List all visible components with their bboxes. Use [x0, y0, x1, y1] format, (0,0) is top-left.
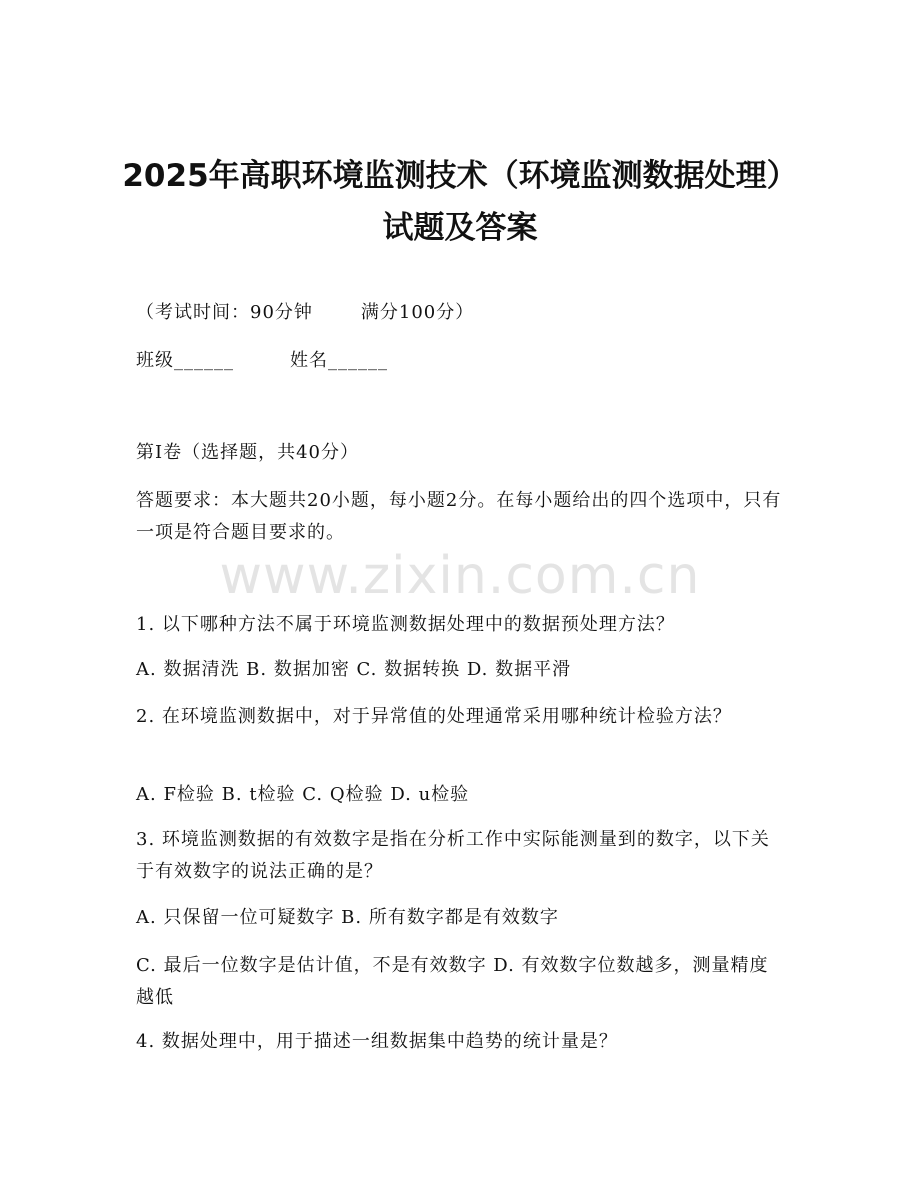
question-stem: 3. 环境监测数据的有效数字是指在分析工作中实际能测量到的数字，以下关于有效数字的说法正确的是？ — [136, 829, 770, 882]
question-options: A. F检验 B. t检验 C. Q检验 D. u检验 — [136, 784, 470, 805]
exam-info — [136, 297, 474, 329]
name-field: 姓名______ — [290, 350, 388, 371]
exam-time: （考试时间：90分钟 — [136, 302, 313, 323]
question-stem: 4. 数据处理中，用于描述一组数据集中趋势的统计量是？ — [136, 1031, 618, 1052]
exam-score: 满分100分） — [360, 302, 475, 323]
section-instructions: 答题要求：本大题共20小题，每小题2分。在每小题给出的四个选项中，只有一项是符合题目要求的。 — [136, 490, 782, 543]
document-title: 2025年高职环境监测技术（环境监测数据处理）试题及答案 — [122, 158, 798, 246]
section-heading: 第I卷（选择题，共40分） — [136, 442, 360, 463]
question-stem: 1. 以下哪种方法不属于环境监测数据处理中的数据预处理方法？ — [136, 614, 675, 635]
student-fields — [136, 345, 388, 377]
watermark: www.zixin.com.cn — [219, 546, 701, 606]
question-options: C. 最后一位数字是估计值，不是有效数字 D. 有效数字位数越多，测量精度越低 — [136, 955, 769, 1008]
question-stem: 2. 在环境监测数据中，对于异常值的处理通常采用哪种统计检验方法？ — [136, 706, 732, 727]
question-options: A. 只保留一位可疑数字 B. 所有数字都是有效数字 — [136, 907, 559, 928]
class-field: 班级______ — [136, 350, 234, 371]
question-options: A. 数据清洗 B. 数据加密 C. 数据转换 D. 数据平滑 — [136, 659, 572, 680]
